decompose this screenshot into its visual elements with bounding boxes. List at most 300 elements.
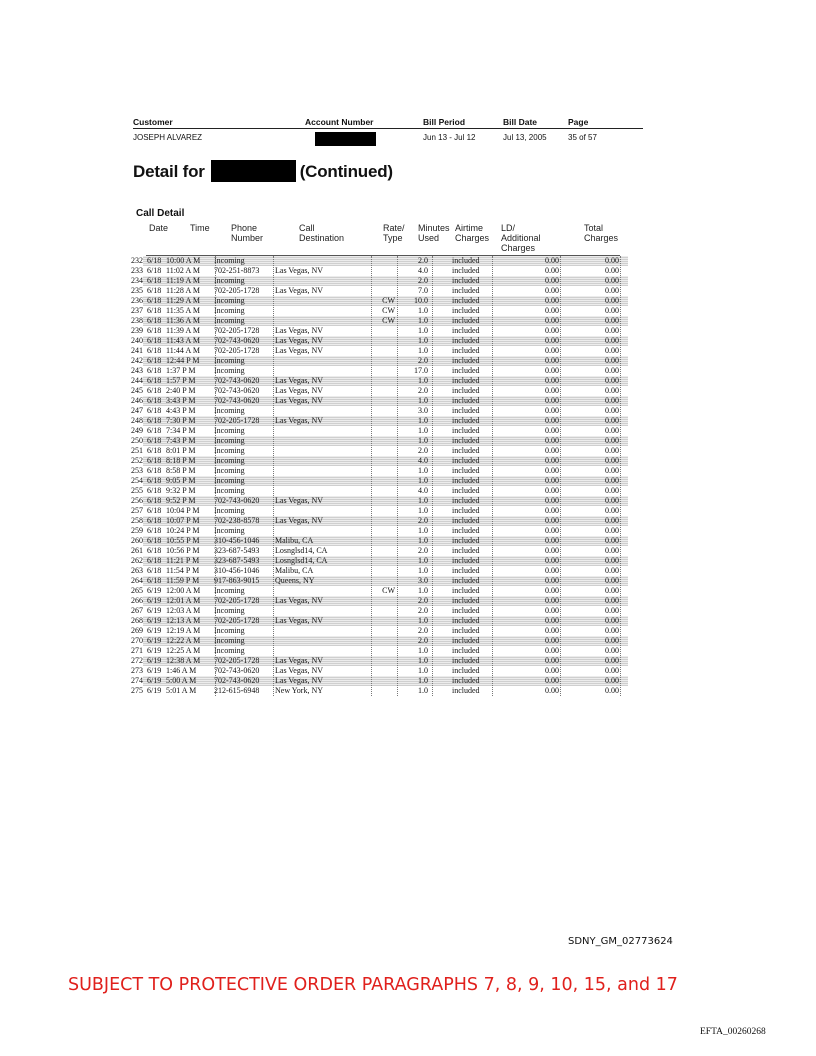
call-date: 6/18 bbox=[147, 476, 162, 485]
minutes-used: 7.0 bbox=[418, 286, 428, 295]
column-divider bbox=[620, 256, 621, 696]
call-date: 6/18 bbox=[147, 426, 162, 435]
call-destination: Malibu, CA bbox=[275, 536, 314, 545]
minutes-used: 10.0 bbox=[414, 296, 428, 305]
phone-number: Incoming bbox=[214, 306, 245, 315]
ld-charges: 0.00 bbox=[545, 306, 559, 315]
row-number: 258 bbox=[125, 516, 143, 526]
total-charges: 0.00 bbox=[605, 616, 619, 625]
total-charges: 0.00 bbox=[605, 266, 619, 275]
ld-charges: 0.00 bbox=[545, 276, 559, 285]
total-charges: 0.00 bbox=[605, 556, 619, 565]
col-rate-header: Rate/ Type bbox=[383, 223, 405, 243]
call-detail-table bbox=[128, 256, 628, 696]
call-time: 12:38 A M bbox=[166, 656, 201, 665]
minutes-used: 2.0 bbox=[418, 356, 428, 365]
call-time: 9:05 P M bbox=[166, 476, 196, 485]
minutes-used: 2.0 bbox=[418, 606, 428, 615]
airtime-charges: included bbox=[452, 556, 480, 565]
minutes-used: 1.0 bbox=[418, 616, 428, 625]
call-destination: Losnglsd14, CA bbox=[275, 546, 328, 555]
minutes-used: 1.0 bbox=[418, 466, 428, 475]
phone-number: 323-687-5493 bbox=[214, 546, 260, 555]
airtime-charges: included bbox=[452, 286, 480, 295]
call-destination: Malibu, CA bbox=[275, 566, 314, 575]
call-destination: Las Vegas, NV bbox=[275, 496, 324, 505]
phone-number: Incoming bbox=[214, 626, 245, 635]
phone-number: 702-743-0620 bbox=[214, 496, 260, 505]
call-date: 6/18 bbox=[147, 536, 162, 545]
ld-charges: 0.00 bbox=[545, 356, 559, 365]
page-label: Page bbox=[568, 117, 589, 127]
airtime-charges: included bbox=[452, 656, 480, 665]
total-charges: 0.00 bbox=[605, 576, 619, 585]
table-row bbox=[128, 676, 628, 686]
phone-number: Incoming bbox=[214, 256, 245, 265]
ld-charges: 0.00 bbox=[545, 256, 559, 265]
bill-header-labels bbox=[133, 117, 643, 131]
phone-number: 323-687-5493 bbox=[214, 556, 260, 565]
total-charges: 0.00 bbox=[605, 676, 619, 685]
account-number-label: Account Number bbox=[305, 117, 374, 127]
row-number: 248 bbox=[125, 416, 143, 426]
table-row bbox=[128, 486, 628, 496]
bill-period-label: Bill Period bbox=[423, 117, 466, 127]
table-row bbox=[128, 376, 628, 386]
airtime-charges: included bbox=[452, 646, 480, 655]
table-row bbox=[128, 406, 628, 416]
call-time: 12:00 A M bbox=[166, 586, 201, 595]
ld-charges: 0.00 bbox=[545, 366, 559, 375]
call-time: 2:40 P M bbox=[166, 386, 196, 395]
call-date: 6/18 bbox=[147, 306, 162, 315]
call-date: 6/19 bbox=[147, 586, 162, 595]
call-time: 7:30 P M bbox=[166, 416, 196, 425]
call-time: 1:37 P M bbox=[166, 366, 196, 375]
call-destination: Las Vegas, NV bbox=[275, 266, 324, 275]
call-date: 6/18 bbox=[147, 356, 162, 365]
title-redaction bbox=[211, 160, 296, 182]
row-number: 272 bbox=[125, 656, 143, 666]
ld-charges: 0.00 bbox=[545, 266, 559, 275]
column-divider bbox=[371, 256, 372, 696]
ld-charges: 0.00 bbox=[545, 656, 559, 665]
phone-number: 310-456-1046 bbox=[214, 536, 260, 545]
table-row bbox=[128, 396, 628, 406]
airtime-charges: included bbox=[452, 516, 480, 525]
airtime-charges: included bbox=[452, 506, 480, 515]
ld-charges: 0.00 bbox=[545, 476, 559, 485]
call-date: 6/18 bbox=[147, 546, 162, 555]
table-row bbox=[128, 496, 628, 506]
row-number: 256 bbox=[125, 496, 143, 506]
table-row bbox=[128, 286, 628, 296]
total-charges: 0.00 bbox=[605, 596, 619, 605]
phone-number: Incoming bbox=[214, 636, 245, 645]
call-destination: Queens, NY bbox=[275, 576, 315, 585]
ld-charges: 0.00 bbox=[545, 666, 559, 675]
minutes-used: 1.0 bbox=[418, 346, 428, 355]
table-row bbox=[128, 536, 628, 546]
minutes-used: 2.0 bbox=[418, 596, 428, 605]
call-time: 1:46 A M bbox=[166, 666, 197, 675]
title-suffix: (Continued) bbox=[299, 162, 393, 181]
minutes-used: 1.0 bbox=[418, 506, 428, 515]
phone-number: Incoming bbox=[214, 366, 245, 375]
call-date: 6/18 bbox=[147, 336, 162, 345]
phone-number: Incoming bbox=[214, 426, 245, 435]
table-row bbox=[128, 266, 628, 276]
table-row bbox=[128, 336, 628, 346]
table-row bbox=[128, 346, 628, 356]
airtime-charges: included bbox=[452, 386, 480, 395]
call-destination: Las Vegas, NV bbox=[275, 326, 324, 335]
column-divider bbox=[560, 256, 561, 696]
minutes-used: 1.0 bbox=[418, 526, 428, 535]
ld-charges: 0.00 bbox=[545, 486, 559, 495]
total-charges: 0.00 bbox=[605, 336, 619, 345]
call-time: 12:22 A M bbox=[166, 636, 201, 645]
call-time: 10:56 P M bbox=[166, 546, 200, 555]
col-total-header: Total Charges bbox=[584, 223, 619, 243]
bill-period: Jun 13 - Jul 12 bbox=[423, 133, 476, 142]
customer-label: Customer bbox=[133, 117, 173, 127]
total-charges: 0.00 bbox=[605, 426, 619, 435]
airtime-charges: included bbox=[452, 686, 480, 695]
total-charges: 0.00 bbox=[605, 376, 619, 385]
phone-number: Incoming bbox=[214, 316, 245, 325]
call-date: 6/19 bbox=[147, 676, 162, 685]
call-destination: New York, NY bbox=[275, 686, 324, 695]
row-number: 253 bbox=[125, 466, 143, 476]
page-number: 35 of 57 bbox=[568, 133, 597, 142]
ld-charges: 0.00 bbox=[545, 636, 559, 645]
airtime-charges: included bbox=[452, 566, 480, 575]
call-date: 6/18 bbox=[147, 406, 162, 415]
row-number: 245 bbox=[125, 386, 143, 396]
total-charges: 0.00 bbox=[605, 646, 619, 655]
call-date: 6/19 bbox=[147, 646, 162, 655]
total-charges: 0.00 bbox=[605, 366, 619, 375]
minutes-used: 4.0 bbox=[418, 486, 428, 495]
row-number: 251 bbox=[125, 446, 143, 456]
row-number: 240 bbox=[125, 336, 143, 346]
row-number: 232 bbox=[125, 256, 143, 266]
row-number: 273 bbox=[125, 666, 143, 676]
phone-number: Incoming bbox=[214, 506, 245, 515]
minutes-used: 2.0 bbox=[418, 276, 428, 285]
ld-charges: 0.00 bbox=[545, 466, 559, 475]
ld-charges: 0.00 bbox=[545, 446, 559, 455]
call-time: 11:02 A M bbox=[166, 266, 200, 275]
table-row bbox=[128, 426, 628, 436]
ld-charges: 0.00 bbox=[545, 626, 559, 635]
table-row bbox=[128, 316, 628, 326]
phone-number: Incoming bbox=[214, 276, 245, 285]
row-number: 269 bbox=[125, 626, 143, 636]
call-time: 10:07 P M bbox=[166, 516, 200, 525]
table-row bbox=[128, 436, 628, 446]
minutes-used: 2.0 bbox=[418, 636, 428, 645]
airtime-charges: included bbox=[452, 416, 480, 425]
table-row bbox=[128, 556, 628, 566]
table-row bbox=[128, 626, 628, 636]
phone-number: 702-743-0620 bbox=[214, 666, 260, 675]
ld-charges: 0.00 bbox=[545, 386, 559, 395]
call-date: 6/18 bbox=[147, 346, 162, 355]
total-charges: 0.00 bbox=[605, 526, 619, 535]
minutes-used: 17.0 bbox=[414, 366, 428, 375]
airtime-charges: included bbox=[452, 476, 480, 485]
call-date: 6/18 bbox=[147, 276, 162, 285]
airtime-charges: included bbox=[452, 256, 480, 265]
ld-charges: 0.00 bbox=[545, 616, 559, 625]
call-time: 11:28 A M bbox=[166, 286, 200, 295]
row-number: 244 bbox=[125, 376, 143, 386]
total-charges: 0.00 bbox=[605, 586, 619, 595]
call-time: 11:54 P M bbox=[166, 566, 200, 575]
call-time: 11:35 A M bbox=[166, 306, 200, 315]
total-charges: 0.00 bbox=[605, 436, 619, 445]
call-destination: Las Vegas, NV bbox=[275, 336, 324, 345]
call-time: 3:43 P M bbox=[166, 396, 196, 405]
total-charges: 0.00 bbox=[605, 486, 619, 495]
protective-order-notice: SUBJECT TO PROTECTIVE ORDER PARAGRAPHS 7, 8, 9, 10, 15, and 17 bbox=[68, 975, 678, 995]
call-date: 6/18 bbox=[147, 256, 162, 265]
call-destination: Losnglsd14, CA bbox=[275, 556, 328, 565]
col-phone-header: Phone Number bbox=[231, 223, 264, 243]
column-divider bbox=[397, 256, 398, 696]
table-row bbox=[128, 596, 628, 606]
ld-charges: 0.00 bbox=[545, 326, 559, 335]
airtime-charges: included bbox=[452, 396, 480, 405]
call-date: 6/18 bbox=[147, 506, 162, 515]
col-date-header: Date bbox=[149, 223, 169, 233]
call-date: 6/18 bbox=[147, 566, 162, 575]
ld-charges: 0.00 bbox=[545, 526, 559, 535]
call-destination: Las Vegas, NV bbox=[275, 346, 324, 355]
call-date: 6/18 bbox=[147, 396, 162, 405]
minutes-used: 1.0 bbox=[418, 316, 428, 325]
title-prefix: Detail for bbox=[133, 162, 205, 181]
airtime-charges: included bbox=[452, 376, 480, 385]
column-divider bbox=[273, 256, 274, 696]
phone-number: Incoming bbox=[214, 296, 245, 305]
call-time: 11:21 P M bbox=[166, 556, 200, 565]
airtime-charges: included bbox=[452, 316, 480, 325]
call-time: 9:52 P M bbox=[166, 496, 196, 505]
call-time: 8:01 P M bbox=[166, 446, 196, 455]
total-charges: 0.00 bbox=[605, 406, 619, 415]
call-date: 6/18 bbox=[147, 416, 162, 425]
ld-charges: 0.00 bbox=[545, 686, 559, 695]
bill-date-label: Bill Date bbox=[503, 117, 538, 127]
call-time: 1:57 P M bbox=[166, 376, 196, 385]
airtime-charges: included bbox=[452, 636, 480, 645]
bill-header-values bbox=[133, 131, 643, 145]
ld-charges: 0.00 bbox=[545, 336, 559, 345]
table-row bbox=[128, 276, 628, 286]
call-destination: Las Vegas, NV bbox=[275, 376, 324, 385]
ld-charges: 0.00 bbox=[545, 416, 559, 425]
col-minutes-header: Minutes Used bbox=[418, 223, 450, 243]
minutes-used: 1.0 bbox=[418, 536, 428, 545]
row-number: 243 bbox=[125, 366, 143, 376]
ld-charges: 0.00 bbox=[545, 566, 559, 575]
row-number: 268 bbox=[125, 616, 143, 626]
minutes-used: 1.0 bbox=[418, 306, 428, 315]
phone-number: 702-205-1728 bbox=[214, 286, 260, 295]
row-number: 234 bbox=[125, 276, 143, 286]
airtime-charges: included bbox=[452, 496, 480, 505]
row-number: 261 bbox=[125, 546, 143, 556]
airtime-charges: included bbox=[452, 356, 480, 365]
call-time: 11:43 A M bbox=[166, 336, 200, 345]
column-divider bbox=[432, 256, 433, 696]
ld-charges: 0.00 bbox=[545, 316, 559, 325]
row-number: 238 bbox=[125, 316, 143, 326]
minutes-used: 1.0 bbox=[418, 476, 428, 485]
airtime-charges: included bbox=[452, 336, 480, 345]
call-date: 6/18 bbox=[147, 316, 162, 325]
table-row bbox=[128, 606, 628, 616]
row-number: 262 bbox=[125, 556, 143, 566]
call-time: 11:19 A M bbox=[166, 276, 200, 285]
minutes-used: 1.0 bbox=[418, 686, 428, 695]
rate-type: CW bbox=[382, 306, 395, 315]
call-date: 6/18 bbox=[147, 446, 162, 455]
call-date: 6/18 bbox=[147, 386, 162, 395]
airtime-charges: included bbox=[452, 456, 480, 465]
minutes-used: 1.0 bbox=[418, 586, 428, 595]
minutes-used: 3.0 bbox=[418, 576, 428, 585]
phone-number: Incoming bbox=[214, 526, 245, 535]
airtime-charges: included bbox=[452, 426, 480, 435]
ld-charges: 0.00 bbox=[545, 286, 559, 295]
call-time: 12:44 P M bbox=[166, 356, 200, 365]
airtime-charges: included bbox=[452, 666, 480, 675]
table-row bbox=[128, 476, 628, 486]
minutes-used: 2.0 bbox=[418, 546, 428, 555]
row-number: 264 bbox=[125, 576, 143, 586]
total-charges: 0.00 bbox=[605, 686, 619, 695]
row-number: 259 bbox=[125, 526, 143, 536]
row-number: 250 bbox=[125, 436, 143, 446]
row-number: 233 bbox=[125, 266, 143, 276]
phone-number: 702-205-1728 bbox=[214, 656, 260, 665]
minutes-used: 1.0 bbox=[418, 336, 428, 345]
call-date: 6/18 bbox=[147, 436, 162, 445]
minutes-used: 1.0 bbox=[418, 376, 428, 385]
call-date: 6/19 bbox=[147, 606, 162, 615]
call-destination: Las Vegas, NV bbox=[275, 416, 324, 425]
table-row bbox=[128, 616, 628, 626]
ld-charges: 0.00 bbox=[545, 406, 559, 415]
bates-number: SDNY_GM_02773624 bbox=[568, 936, 673, 947]
call-time: 11:36 A M bbox=[166, 316, 200, 325]
row-number: 257 bbox=[125, 506, 143, 516]
ld-charges: 0.00 bbox=[545, 346, 559, 355]
call-date: 6/18 bbox=[147, 326, 162, 335]
call-date: 6/18 bbox=[147, 516, 162, 525]
total-charges: 0.00 bbox=[605, 626, 619, 635]
row-number: 249 bbox=[125, 426, 143, 436]
airtime-charges: included bbox=[452, 406, 480, 415]
call-destination: Las Vegas, NV bbox=[275, 676, 324, 685]
ld-charges: 0.00 bbox=[545, 596, 559, 605]
phone-number: 702-743-0620 bbox=[214, 386, 260, 395]
total-charges: 0.00 bbox=[605, 476, 619, 485]
table-row bbox=[128, 356, 628, 366]
airtime-charges: included bbox=[452, 626, 480, 635]
call-date: 6/19 bbox=[147, 626, 162, 635]
account-number-redaction bbox=[315, 132, 376, 146]
table-row bbox=[128, 256, 628, 266]
phone-number: 702-205-1728 bbox=[214, 326, 260, 335]
airtime-charges: included bbox=[452, 676, 480, 685]
ld-charges: 0.00 bbox=[545, 576, 559, 585]
table-row bbox=[128, 636, 628, 646]
phone-number: 702-251-8873 bbox=[214, 266, 260, 275]
minutes-used: 4.0 bbox=[418, 456, 428, 465]
table-row bbox=[128, 466, 628, 476]
row-number: 246 bbox=[125, 396, 143, 406]
total-charges: 0.00 bbox=[605, 666, 619, 675]
call-date: 6/18 bbox=[147, 296, 162, 305]
table-row bbox=[128, 576, 628, 586]
phone-number: 702-205-1728 bbox=[214, 616, 260, 625]
efta-number: EFTA_00260268 bbox=[700, 1027, 766, 1037]
total-charges: 0.00 bbox=[605, 326, 619, 335]
ld-charges: 0.00 bbox=[545, 456, 559, 465]
call-date: 6/19 bbox=[147, 686, 162, 695]
airtime-charges: included bbox=[452, 616, 480, 625]
airtime-charges: included bbox=[452, 576, 480, 585]
phone-number: 702-205-1728 bbox=[214, 596, 260, 605]
call-date: 6/18 bbox=[147, 466, 162, 475]
section-title: Call Detail bbox=[136, 208, 185, 219]
phone-number: Incoming bbox=[214, 356, 245, 365]
phone-number: 702-743-0620 bbox=[214, 336, 260, 345]
airtime-charges: included bbox=[452, 466, 480, 475]
ld-charges: 0.00 bbox=[545, 556, 559, 565]
call-time: 10:04 P M bbox=[166, 506, 200, 515]
phone-number: Incoming bbox=[214, 476, 245, 485]
phone-number: 917-863-9015 bbox=[214, 576, 260, 585]
minutes-used: 1.0 bbox=[418, 566, 428, 575]
minutes-used: 4.0 bbox=[418, 266, 428, 275]
phone-number: Incoming bbox=[214, 486, 245, 495]
airtime-charges: included bbox=[452, 266, 480, 275]
table-row bbox=[128, 366, 628, 376]
ld-charges: 0.00 bbox=[545, 426, 559, 435]
ld-charges: 0.00 bbox=[545, 676, 559, 685]
table-row bbox=[128, 306, 628, 316]
table-row bbox=[128, 296, 628, 306]
call-date: 6/18 bbox=[147, 456, 162, 465]
call-destination: Las Vegas, NV bbox=[275, 286, 324, 295]
total-charges: 0.00 bbox=[605, 346, 619, 355]
table-row bbox=[128, 456, 628, 466]
phone-number: 702-743-0620 bbox=[214, 396, 260, 405]
phone-number: Incoming bbox=[214, 586, 245, 595]
total-charges: 0.00 bbox=[605, 256, 619, 265]
minutes-used: 1.0 bbox=[418, 676, 428, 685]
call-time: 11:39 A M bbox=[166, 326, 200, 335]
call-destination: Las Vegas, NV bbox=[275, 616, 324, 625]
table-row bbox=[128, 656, 628, 666]
total-charges: 0.00 bbox=[605, 496, 619, 505]
